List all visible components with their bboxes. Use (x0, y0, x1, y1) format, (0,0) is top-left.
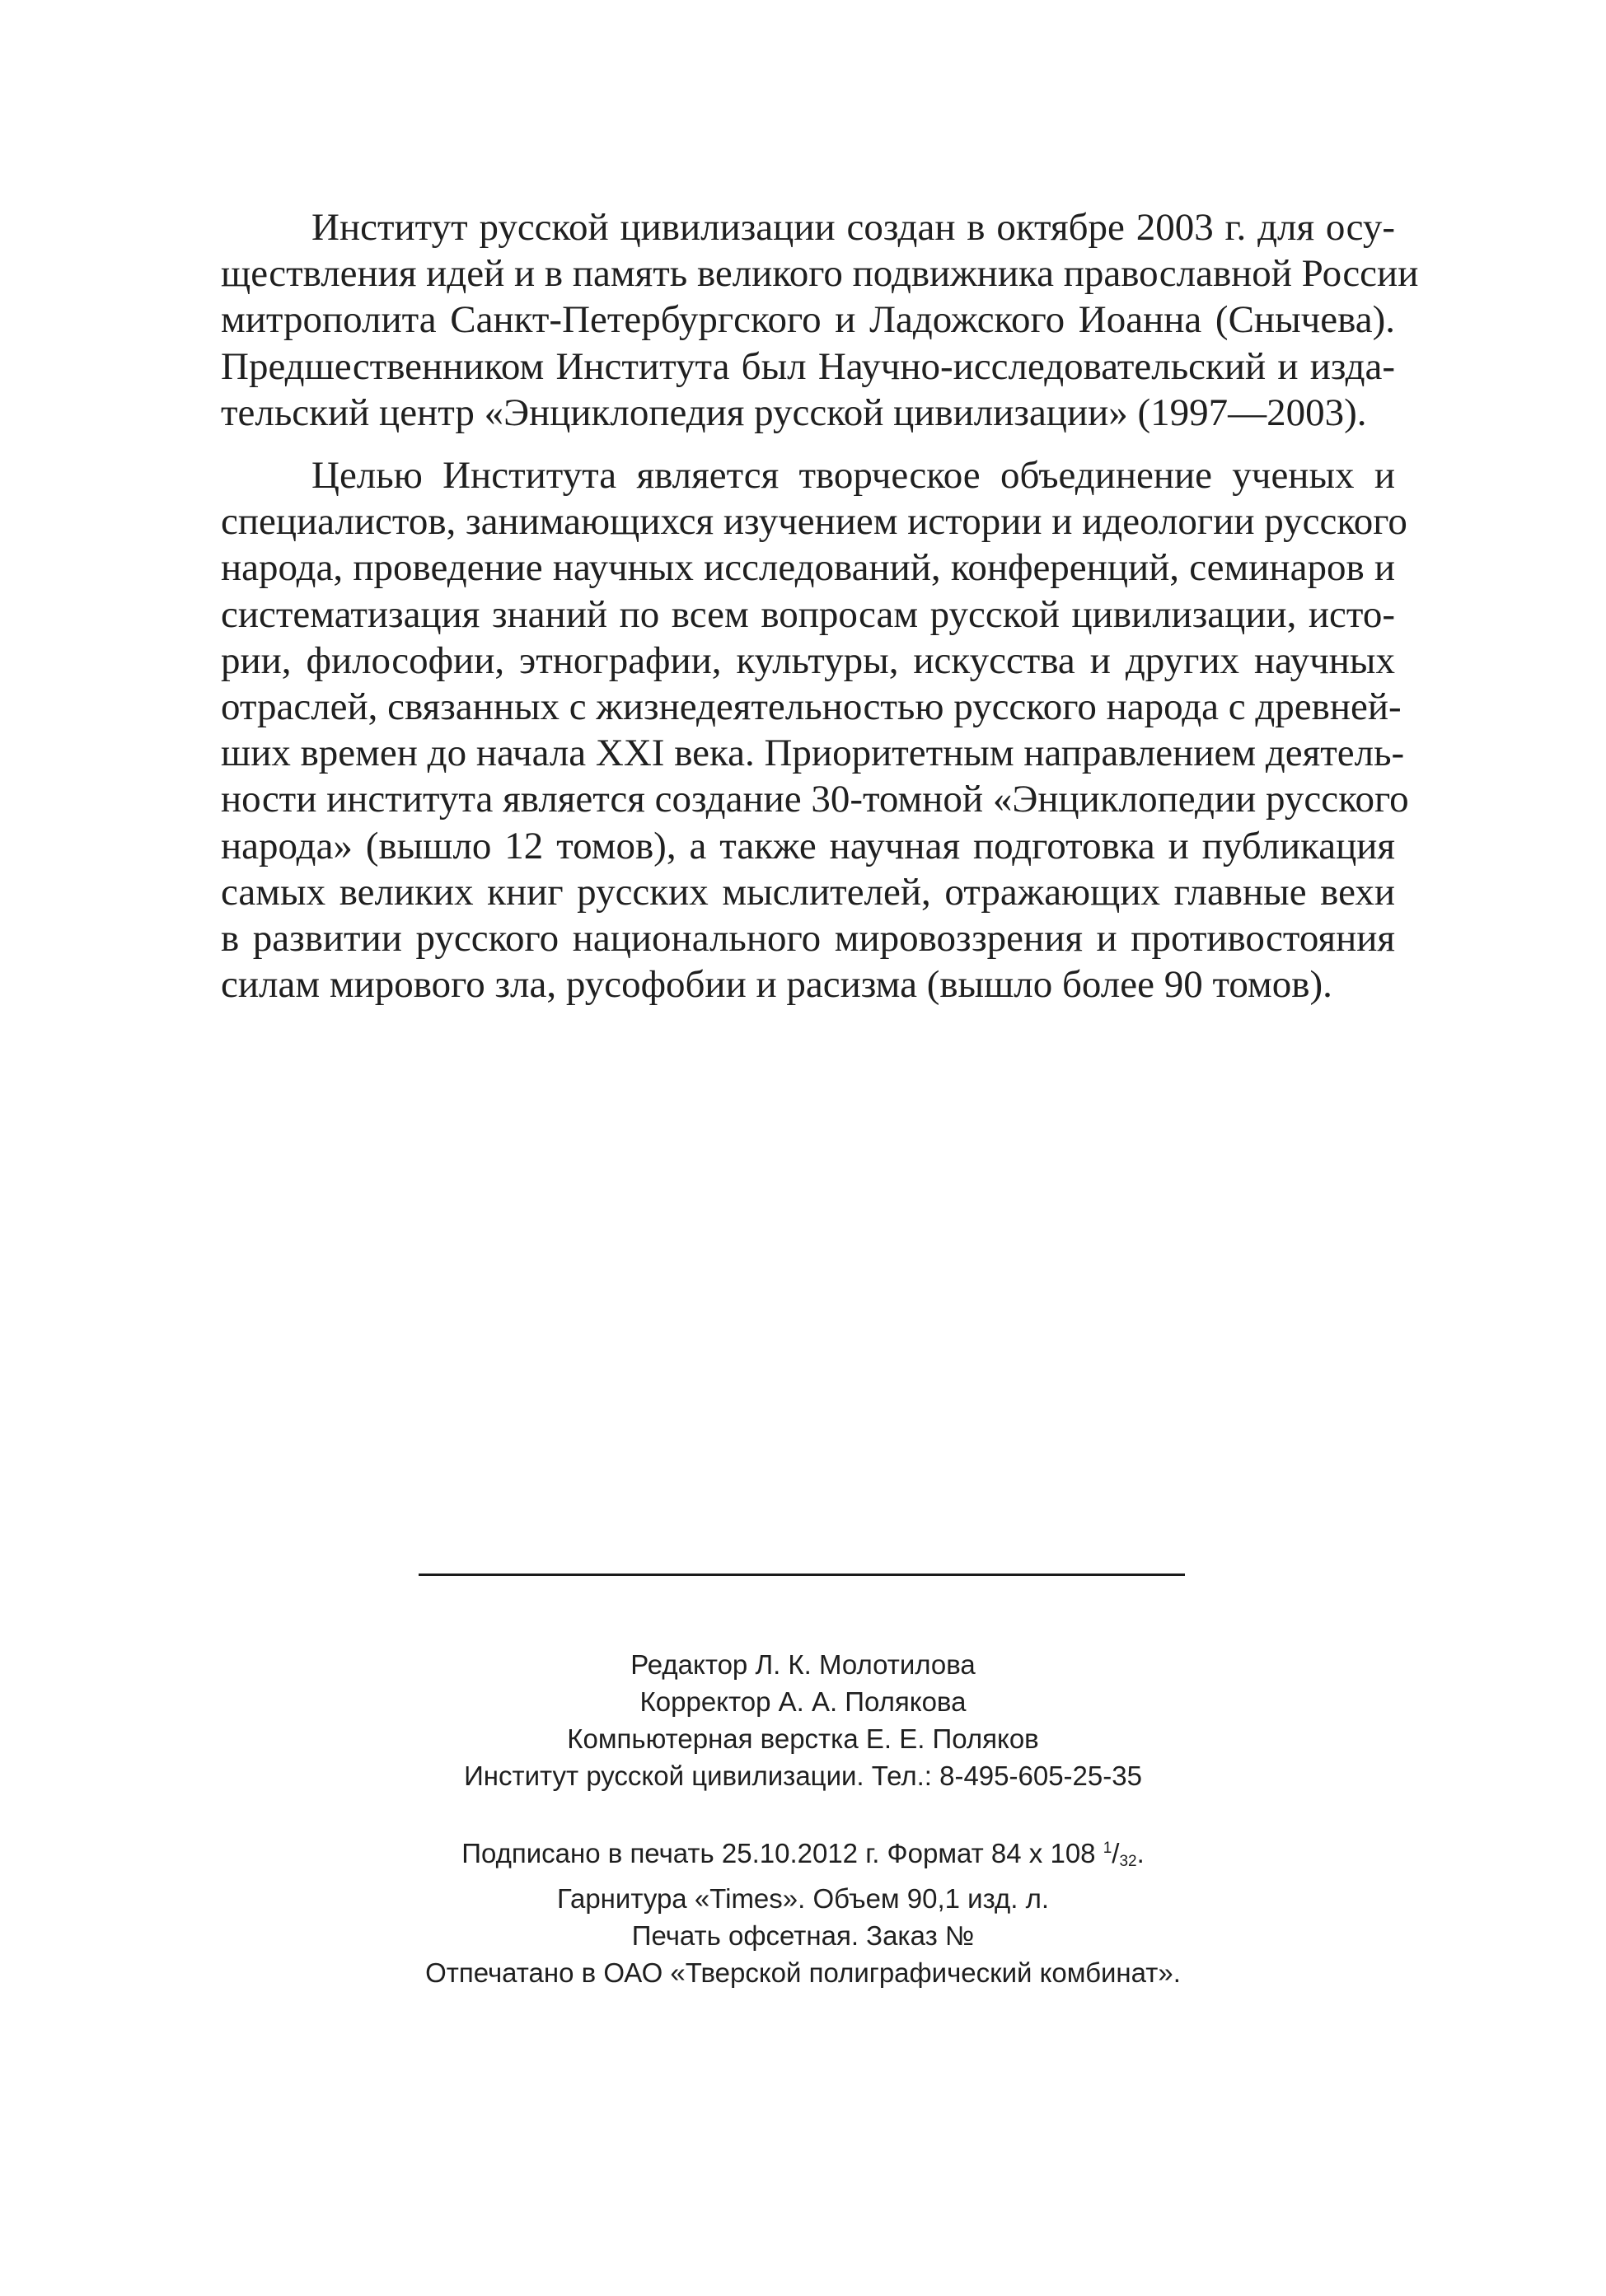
paragraph-institute-goals (221, 452, 1409, 1008)
text-line: народа» (вышло 12 томов), а также научная подготовка и публикация (221, 824, 1395, 867)
text-line: рии, философии, этнографии, культуры, искусства и других научных (221, 638, 1395, 682)
editor-credit: Редактор Л. К. Молотилова (630, 1649, 976, 1680)
text-line: Предшественником Института был Научно-исследовательский и изда- (221, 344, 1395, 388)
text-line: систематизация знаний по всем вопросам русской цивилизации, исто- (221, 592, 1395, 636)
separator-rule (419, 1574, 1185, 1576)
text-line: ности института является создание 30-томной «Энциклопедии русского (221, 778, 1409, 821)
typeface-info: Гарнитура «Times». Объем 90,1 изд. л. (556, 1883, 1050, 1914)
text-line: тельский центр «Энциклопедия русской цивилизации» (1997—2003). (221, 390, 1367, 434)
text-line: ших времен до начала XXI века. Приоритетным направлением деятель- (221, 732, 1405, 775)
text-line: специалистов, занимающихся изучением истории и идеологии русского (221, 500, 1407, 544)
text-line: митрополита Санкт-Петербургского и Ладожского Иоанна (Снычева). (221, 298, 1395, 342)
paragraph-institute-history (221, 204, 1419, 436)
imprint-print-info (0, 1830, 1606, 1991)
text-line: народа, проведение научных исследований, конференций, семинаров и (221, 546, 1395, 590)
print-type-info: Печать офсетная. Заказ № (631, 1920, 975, 1951)
imprint-credits (0, 1646, 1606, 1794)
format-fraction-numerator: 1 (1103, 1840, 1112, 1857)
signed-for-print-text: Подписано в печать 25.10.2012 г. Формат 84 х 108 (461, 1838, 1103, 1868)
format-fraction-slash: / (1112, 1838, 1120, 1868)
text-line: самых великих книг русских мыслителей, отражающих главные вехи (221, 870, 1395, 914)
text-line: Целью Института является творческое объединение ученых и (311, 454, 1395, 498)
signed-for-print-end: . (1136, 1838, 1145, 1868)
text-line: Институт русской цивилизации создан в октябре 2003 г. для осу- (311, 206, 1395, 249)
text-line: отраслей, связанных с жизнедеятельностью русского народа с древней- (221, 685, 1402, 729)
proofreader-credit: Корректор А. А. Полякова (639, 1686, 967, 1717)
text-line: силам мирового зла, русофобии и расизма (вышло более 90 томов). (221, 963, 1332, 1007)
signed-for-print (0, 1830, 1606, 1880)
layout-credit: Компьютерная верстка Е. Е. Поляков (567, 1723, 1039, 1754)
main-text (221, 204, 1419, 1008)
printer-info: Отпечатано в ОАО «Тверской полиграфический комбинат». (425, 1957, 1181, 1988)
format-fraction (1103, 1838, 1137, 1868)
text-line: ществления идей и в память великого подвижника православной России (221, 252, 1419, 296)
publisher-contact: Институт русской цивилизации. Тел.: 8-495-605-25-35 (464, 1761, 1142, 1791)
text-line: в развитии русского национального мировоззрения и противостояния (221, 917, 1395, 961)
format-fraction-denominator: 32 (1119, 1853, 1137, 1870)
